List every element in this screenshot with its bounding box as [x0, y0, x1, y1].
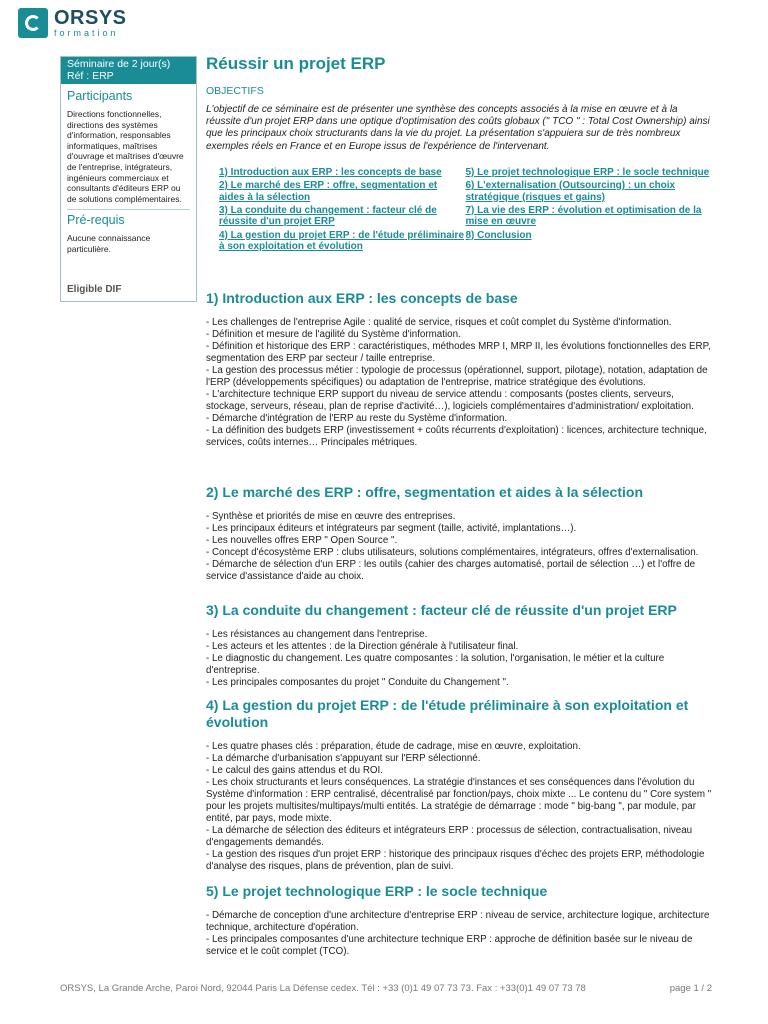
list-item: - La définition des budgets ERP (investissement + coûts récurrents d'exploitation) : licences, architecture technique, services, coûts internes… Principales métriques.	[206, 425, 707, 448]
objectives-heading: OBJECTIFS	[206, 85, 264, 97]
list-item: - Démarche de sélection d'un ERP : les outils (cahier des charges automatisé, portail de sélection …) et l'offre de service d'assistance d'aide au choix.	[206, 559, 696, 582]
list-item: - Démarche d'intégration de l'ERP au reste du Système d'information.	[206, 413, 508, 424]
list-item: - Concept d'écosystème ERP : clubs utilisateurs, solutions complémentaires, intégrateurs, offres d'externalisation.	[206, 547, 699, 558]
list-item: - La démarche de sélection des éditeurs et intégrateurs ERP : processus de sélection, contractualisation, niveau d'engagements demandés.	[206, 825, 693, 848]
list-item: - La démarche d'urbanisation s'appuyant sur l'ERP sélectionné.	[206, 753, 481, 764]
toc-link-5[interactable]: 5) Le projet technologique ERP : le socle technique	[465, 166, 710, 178]
sidebar-divider	[67, 209, 190, 210]
section-3	[206, 602, 712, 689]
orsys-logo	[18, 8, 127, 38]
section-title: 5) Le projet technologique ERP : le socle technique	[206, 883, 548, 899]
list-item: - Les résistances au changement dans l'entreprise.	[206, 629, 428, 640]
toc-link-3[interactable]: 3) La conduite du changement : facteur clé de réussite d'un projet ERP	[219, 205, 437, 228]
list-item: - Définition et mesure de l'agilité du Système d'information.	[206, 329, 461, 340]
toc-link-2[interactable]: 2) Le marché des ERP : offre, segmentation et aides à la sélection	[219, 180, 438, 203]
list-item: - L'architecture technique ERP support du niveau de service attendu : composants (postes clients, serveurs, stockage, serveurs, réseau, plan de reprise d'activité…), logiciels complémentaires d'administration/ exploitation.	[206, 389, 694, 412]
section-body	[206, 629, 712, 689]
sidebar-panel	[60, 56, 197, 302]
list-item: - Le calcul des gains attendus et du ROI.	[206, 765, 383, 776]
list-item: - Les challenges de l'entreprise Agile : qualité de service, risques et coût complet du Système d'information.	[206, 317, 672, 328]
list-item: - Les principales composantes d'une architecture technique ERP : approche de définition basée sur le niveau de service et le coût complet (TCO).	[206, 934, 693, 957]
logo-subtitle: formation	[54, 28, 119, 38]
list-item: - Les nouvelles offres ERP " Open Source ".	[206, 535, 398, 546]
footer-address: ORSYS, La Grande Arche, Paroi Nord, 92044 Paris La Défense cedex. Tél : +33 (0)1 49 07 73 73. Fax : +33(0)1 49 07 73 78	[60, 983, 586, 994]
page-title: Réussir un projet ERP	[206, 54, 386, 73]
list-item: - Les principales composantes du projet " Conduite du Changement ".	[206, 677, 509, 688]
toc-left-column	[219, 167, 466, 255]
list-item: - La gestion des processus métier : typologie de processus (opérationnel, support, pilotage), notation, adaptation de l'ERP (développements spécifiques) ou adaptation de l'entreprise, matrice stratégique des évolutions.	[206, 365, 708, 388]
section-title: 4) La gestion du projet ERP : de l'étude préliminaire à son exploitation et évolution	[206, 697, 689, 730]
sidebar-header	[61, 57, 196, 84]
logo-name: ORSYS	[54, 7, 127, 29]
section-title: 3) La conduite du changement : facteur clé de réussite d'un projet ERP	[206, 602, 677, 618]
objectives-intro: L'objectif de ce séminaire est de présenter une synthèse des concepts associés à la mise en œuvre et à la réussite d'un projet ERP dans une optique d'optimisation des coûts globaux (" TCO " : Total Cost Ownership) ainsi que les principaux choix structurants dans la vie du projet. La présentation s'appuiera sur de très nombreux exemples réels en France et en Europe issus de l'expérience de l'intervenant.	[206, 104, 710, 152]
section-body	[206, 511, 712, 583]
toc-link-7[interactable]: 7) La vie des ERP : évolution et optimisation de la mise en œuvre	[465, 205, 702, 228]
list-item: - La gestion des risques d'un projet ERP : historique des principaux risques d'échec des projets ERP, méthodologie d'analyse des risques, plans de prévention, plan de suivi.	[206, 849, 705, 872]
main-content	[206, 54, 712, 255]
list-item: - Les principaux éditeurs et intégrateurs par segment (taille, activité, implantations…).	[206, 523, 577, 534]
list-item: - Démarche de conception d'une architecture d'entreprise ERP : niveau de service, architecture logique, architecture technique, architecture d'opération.	[206, 910, 710, 933]
prerequisites-title: Pré-requis	[67, 213, 125, 228]
eligible-dif-label: Eligible DIF	[67, 284, 122, 295]
section-title: 1) Introduction aux ERP : les concepts de base	[206, 290, 518, 306]
toc-link-6[interactable]: 6) L'externalisation (Outsourcing) : un choix stratégique (risques et gains)	[465, 180, 676, 203]
section-title: 2) Le marché des ERP : offre, segmentation et aides à la sélection	[206, 484, 644, 500]
page-number: page 1 / 2	[669, 983, 712, 994]
orsys-logo-icon	[18, 8, 48, 38]
list-item: - Les quatre phases clés : préparation, étude de cadrage, mise en œuvre, exploitation.	[206, 741, 581, 752]
page-footer	[60, 983, 712, 994]
prerequisites-text: Aucune connaissance particulière.	[67, 233, 151, 254]
section-1	[206, 290, 712, 449]
toc-link-8[interactable]: 8) Conclusion	[465, 229, 532, 241]
section-4	[206, 697, 712, 873]
list-item: - Synthèse et priorités de mise en œuvre des entreprises.	[206, 511, 456, 522]
section-body	[206, 910, 712, 958]
toc-link-1[interactable]: 1) Introduction aux ERP : les concepts de base	[219, 166, 442, 178]
section-body	[206, 317, 712, 449]
section-2	[206, 484, 712, 583]
seminar-duration: Séminaire de 2 jour(s)	[67, 58, 171, 70]
seminar-reference: Réf : ERP	[67, 70, 114, 82]
toc-link-4[interactable]: 4) La gestion du projet ERP : de l'étude préliminaire à son exploitation et évolution	[219, 229, 465, 253]
participants-text: Directions fonctionnelles, directions des systèmes d'information, responsables informatiques, maîtrises d'ouvrage et maîtrises d'œuvre de l'entreprise, intégrateurs, ingénieurs commerciaux et consultants d'éditeurs ERP ou de solutions complémentaires.	[67, 109, 184, 204]
list-item: - Les choix structurants et leurs conséquences. La stratégie d'instances et ses conséquences dans l'évolution du Système d'information : ERP centralisé, décentralisé par fonction/pays, choix mixte ... Le contenu du " Core system " pour les projets multisites/multipays/multi entités. La stratégie de démarrage : mode " big-bang ", par module, par entité, par pays, mode mixte.	[206, 777, 712, 824]
list-item: - Le diagnostic du changement. Les quatre composantes : la solution, l'organisation, le métier et la culture d'entreprise.	[206, 653, 665, 676]
section-body	[206, 741, 712, 873]
participants-title: Participants	[67, 89, 133, 103]
section-5	[206, 883, 712, 958]
list-item: - Les acteurs et les attentes : de la Direction générale à l'utilisateur final.	[206, 641, 519, 652]
table-of-contents	[206, 167, 712, 255]
toc-right-column	[466, 167, 713, 255]
list-item: - Définition et historique des ERP : caractéristiques, méthodes MRP I, MRP II, les évolutions fonctionnelles des ERP, segmentation des ERP par secteur / taille entreprise.	[206, 341, 711, 364]
